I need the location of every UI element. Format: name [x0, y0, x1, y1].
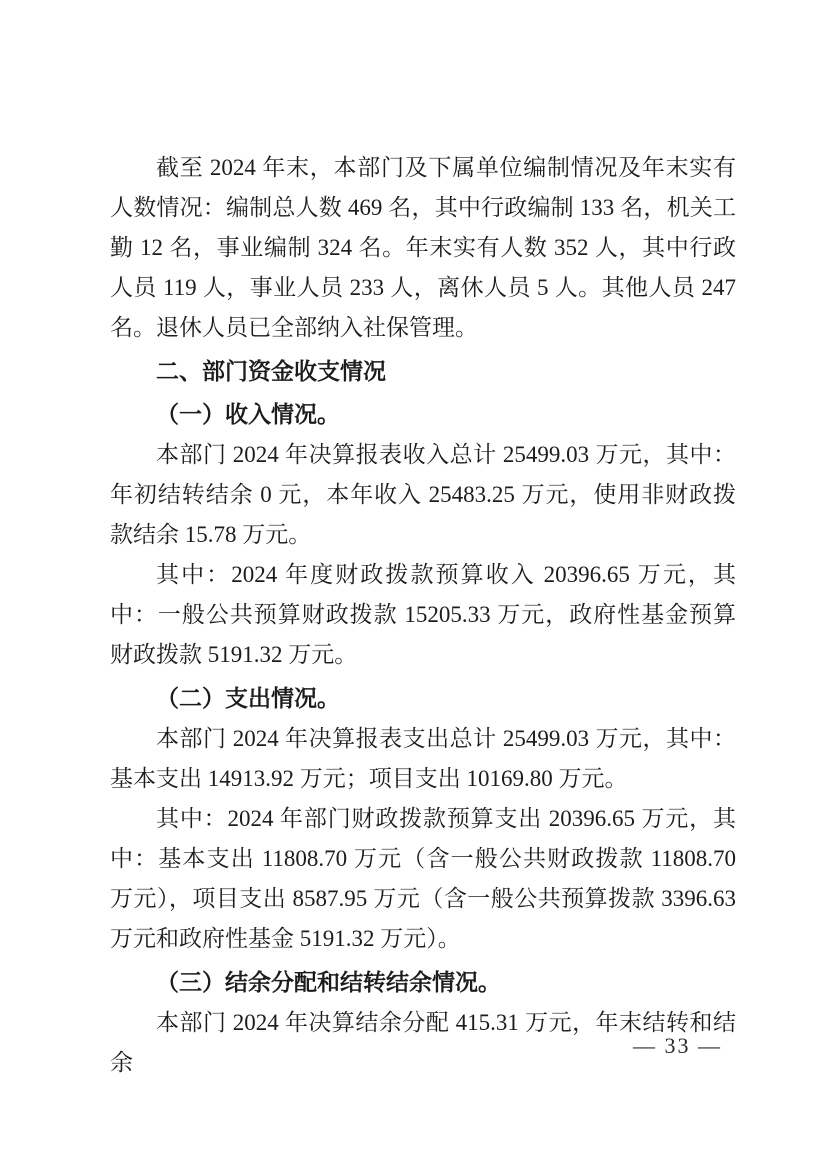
document-body: [110, 148, 736, 1083]
subsection-heading-expenditure: （二）支出情况。: [156, 686, 340, 711]
paragraph-income-fiscal: 其中：2024 年度财政拨款预算收入 20396.65 万元，其中：一般公共预算财政拨款 15205.33 万元，政府性基金预算财政拨款 5191.32 万元。: [110, 562, 736, 667]
paragraph-expenditure-fiscal: 其中：2024 年部门财政拨款预算支出 20396.65 万元，其中：基本支出 11808.70 万元（含一般公共财政拨款 11808.70 万元），项目支出 8587.95 万元（含一般公共预算拨款 3396.63 万元和政府性基金 5191.32 万元）。: [110, 806, 736, 951]
paragraph-surplus: 本部门 2024 年决算结余分配 415.31 万元，年末结转和结余: [110, 1010, 736, 1075]
subsection-heading-surplus: （三）结余分配和结转结余情况。: [156, 970, 501, 995]
paragraph-expenditure-total: 本部门 2024 年决算报表支出总计 25499.03 万元，其中：基本支出 14913.92 万元；项目支出 10169.80 万元。: [110, 726, 736, 791]
section-heading-funds: 二、部门资金收支情况: [156, 358, 386, 384]
paragraph-income-total: 本部门 2024 年决算报表收入总计 25499.03 万元，其中：年初结转结余 0 元，本年收入 25483.25 万元，使用非财政拨款结余 15.78 万元。: [110, 442, 736, 547]
paragraph-staffing: 截至 2024 年末，本部门及下属单位编制情况及年末实有人数情况：编制总人数 469 名，其中行政编制 133 名，机关工勤 12 名，事业编制 324 名。年末实有人数 352 人，其中行政人员 119 人，事业人员 233 人，离休人员 5 人。其他人员 247 名。退休人员已全部纳入社保管理。: [110, 155, 736, 340]
subsection-heading-income: （一）收入情况。: [156, 402, 340, 427]
page-number: — 33 —: [633, 1033, 722, 1058]
